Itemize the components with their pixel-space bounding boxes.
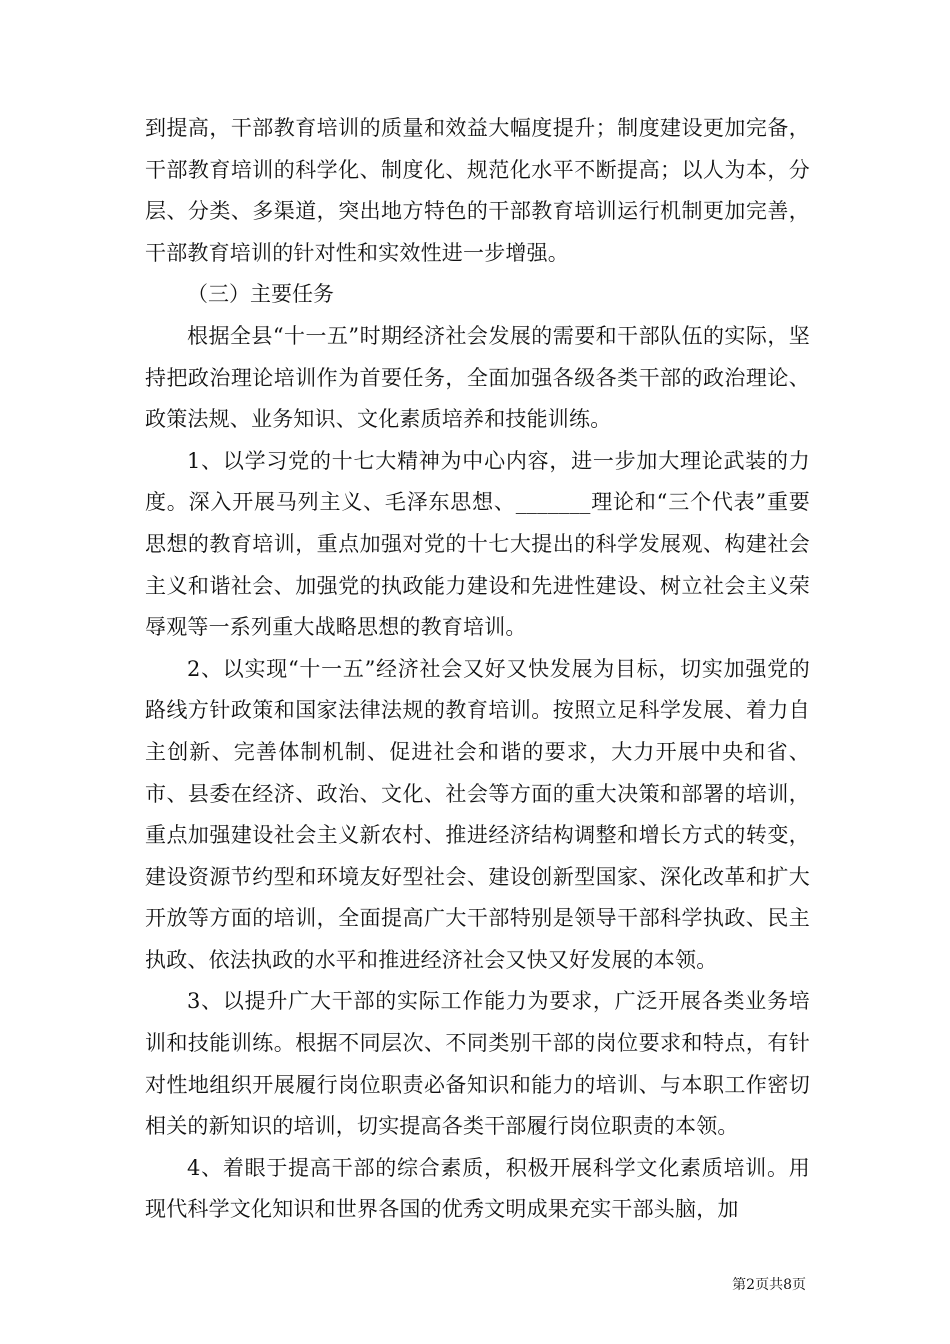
paragraph-task-1: 1、以学习党的十七大精神为中心内容，进一步加大理论武装的力度。深入开展马列主义、毛泽东思想、_______理论和“三个代表”重要思想的教育培训，重点加强对党的十七大提出的科学发展观、构建社会主义和谐社会、加强党的执政能力建设和先进性建设、树立社会主义荣辱观等一系列重大战略思想的教育培训。 <box>145 448 810 640</box>
document-body <box>145 108 810 1231</box>
paragraph-task-2: 2、以实现“十一五”经济社会又好又快发展为目标，切实加强党的路线方针政策和国家法律法规的教育培训。按照立足科学发展、着力自主创新、完善体制机制、促进社会和谐的要求，大力开展中央和省、市、县委在经济、政治、文化、社会等方面的重大决策和部署的培训，重点加强建设社会主义新农村、推进经济结构调整和增长方式的转变，建设资源节约型和环境友好型社会、建设创新型国家、深化改革和扩大开放等方面的培训，全面提高广大干部特别是领导干部科学执政、民主执政、依法执政的水平和推进经济社会又快又好发展的本领。 <box>145 656 810 972</box>
section-heading-main-tasks: （三）主要任务 <box>187 282 334 307</box>
page-number-footer: 第2页共8页 <box>732 1277 806 1293</box>
paragraph-task-4: 4、着眼于提高干部的综合素质，积极开展科学文化素质培训。用现代科学文化知识和世界各国的优秀文明成果充实干部头脑，加 <box>145 1155 810 1222</box>
paragraph-intro: 根据全县“十一五”时期经济社会发展的需要和干部队伍的实际，坚持把政治理论培训作为首要任务，全面加强各级各类干部的政治理论、政策法规、业务知识、文化素质培养和技能训练。 <box>145 323 810 432</box>
paragraph-continuation: 到提高，干部教育培训的质量和效益大幅度提升；制度建设更加完备，干部教育培训的科学化、制度化、规范化水平不断提高；以人为本，分层、分类、多渠道，突出地方特色的干部教育培训运行机制更加完善，干部教育培训的针对性和实效性进一步增强。 <box>145 116 810 265</box>
paragraph-task-3: 3、以提升广大干部的实际工作能力为要求，广泛开展各类业务培训和技能训练。根据不同层次、不同类别干部的岗位要求和特点，有针对性地组织开展履行岗位职责必备知识和能力的培训、与本职工作密切相关的新知识的培训，切实提高各类干部履行岗位职责的本领。 <box>145 989 810 1139</box>
